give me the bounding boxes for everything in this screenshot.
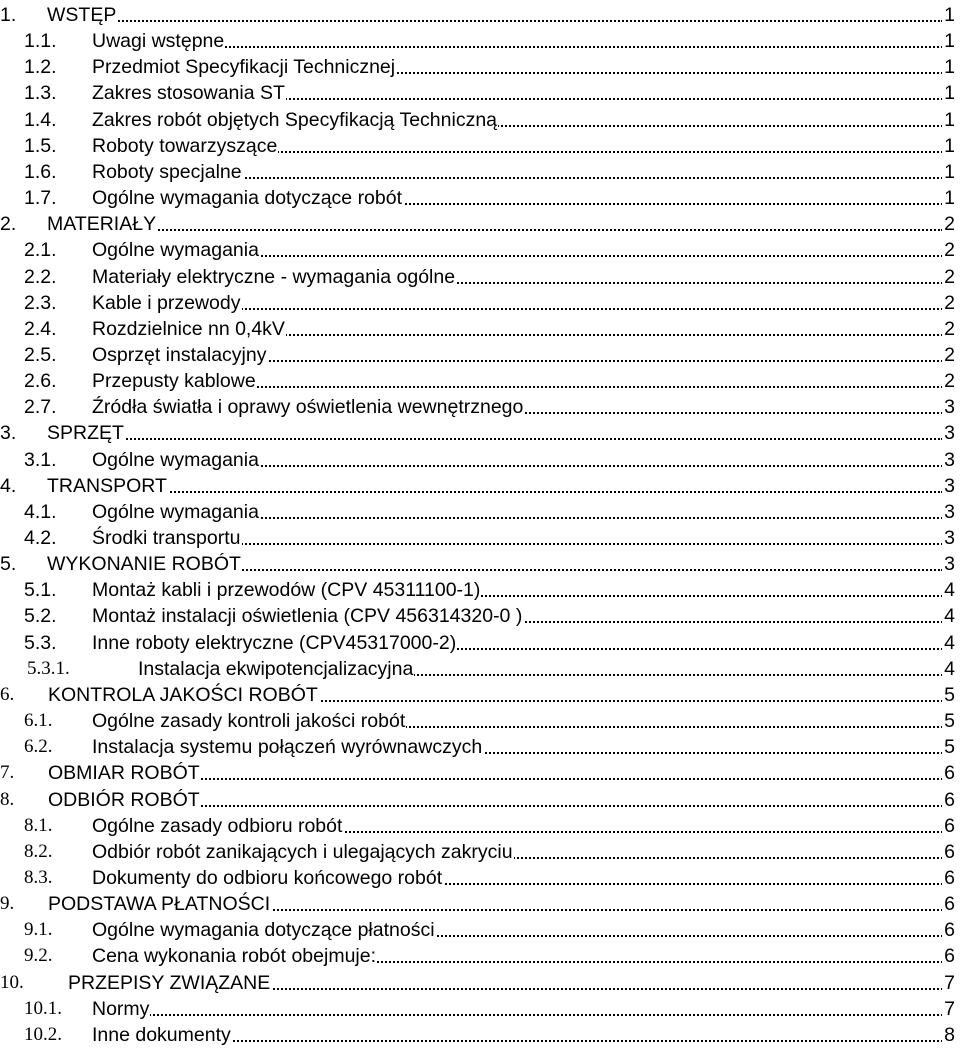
toc-title xyxy=(92,370,257,392)
toc-page-number: 2 xyxy=(944,265,955,288)
toc-title-text: Ogólne zasady kontroli jakości robót xyxy=(92,710,406,733)
toc-title-text: Przedmiot Specyfikacji Technicznej xyxy=(92,56,396,79)
toc-page-number: 7 xyxy=(944,997,955,1020)
toc-number: 2.7. xyxy=(24,396,57,419)
toc-number: 1. xyxy=(0,4,17,26)
toc-title-text: Ogólne wymagania xyxy=(92,448,259,471)
toc-page-number: 6 xyxy=(944,945,955,968)
toc-entry[interactable] xyxy=(0,497,955,523)
toc-entry[interactable] xyxy=(0,941,955,967)
toc-entry[interactable] xyxy=(0,837,955,863)
toc-page-number: 6 xyxy=(944,893,955,916)
toc-entry[interactable] xyxy=(0,183,955,209)
toc-page-number: 2 xyxy=(944,213,955,236)
toc-page-number: 2 xyxy=(944,317,955,340)
toc-entry[interactable] xyxy=(0,863,955,889)
toc-number: 2.2. xyxy=(24,265,57,288)
toc-title-text: KONTROLA JAKOŚCI ROBÓT xyxy=(48,683,318,706)
toc-entry[interactable] xyxy=(0,915,955,941)
toc-title-text: Inne dokumenty xyxy=(92,1023,231,1046)
toc-title-text: Ogólne wymagania xyxy=(92,500,259,523)
toc-entry[interactable] xyxy=(0,732,955,758)
toc-title-text: Instalacja systemu połączeń wyrównawczych xyxy=(92,736,483,759)
toc-title-text: ODBIÓR ROBÓT xyxy=(48,788,200,811)
toc-title-text: Zakres robót objętych Specyfikacją Techniczną xyxy=(92,108,498,131)
toc-title-text: Inne roboty elektryczne (CPV45317000-2) xyxy=(92,631,457,654)
toc-page-number: 2 xyxy=(944,370,955,393)
toc-number: 9.1. xyxy=(24,919,53,941)
toc-title xyxy=(92,945,377,967)
toc-number: 7. xyxy=(0,762,15,784)
toc-title xyxy=(48,684,319,706)
toc-number: 3. xyxy=(0,422,17,445)
toc-page-number: 3 xyxy=(944,553,955,576)
toc-title xyxy=(92,998,150,1020)
toc-number: 1.5. xyxy=(24,134,57,157)
toc-title-text: PRZEPISY ZWIĄZANE xyxy=(68,971,271,994)
toc-page-number: 6 xyxy=(944,840,955,863)
toc-number: 8.3. xyxy=(24,866,53,888)
toc-title-text: WYKONANIE ROBÓT xyxy=(47,553,241,576)
toc-page-number: 5 xyxy=(944,736,955,759)
toc-entry[interactable] xyxy=(0,575,955,601)
toc-entry[interactable] xyxy=(0,340,955,366)
toc-page-number: 4 xyxy=(944,579,955,602)
toc-title xyxy=(92,56,396,78)
toc-title-text: Roboty specjalne xyxy=(92,160,242,183)
toc-title-text: Odbiór robót zanikających i ulegających zakryciu xyxy=(92,840,513,863)
toc-title xyxy=(48,789,201,811)
toc-entry[interactable] xyxy=(0,0,955,26)
toc-title xyxy=(92,1024,232,1046)
toc-number: 8.2. xyxy=(24,840,53,862)
toc-page-number: 3 xyxy=(944,422,955,445)
toc-entry[interactable] xyxy=(0,392,955,418)
toc-page-number: 6 xyxy=(944,919,955,942)
toc-page-number: 2 xyxy=(944,291,955,314)
toc-title xyxy=(92,318,286,340)
toc-title xyxy=(48,762,201,784)
toc-page-number: 4 xyxy=(944,605,955,628)
toc-title-text: Uwagi wstępne xyxy=(92,30,225,53)
toc-title xyxy=(92,919,436,941)
toc-entry[interactable] xyxy=(0,131,955,157)
toc-title-text: Montaż kabli i przewodów (CPV 45311100-1) xyxy=(92,579,481,602)
toc-entry[interactable] xyxy=(0,26,955,52)
toc-title xyxy=(47,475,168,497)
toc-title-text: Normy xyxy=(92,997,150,1020)
toc-entry[interactable] xyxy=(0,105,955,131)
toc-number: 2.3. xyxy=(24,291,57,314)
toc-entry[interactable] xyxy=(0,654,955,680)
toc-page-number: 6 xyxy=(944,762,955,785)
toc-entry[interactable] xyxy=(0,523,955,549)
toc-number: 5. xyxy=(0,553,17,576)
toc-number: 1.3. xyxy=(24,82,57,105)
toc-title xyxy=(92,161,243,183)
toc-title-text: Materiały elektryczne - wymagania ogólne xyxy=(92,265,456,288)
toc-number: 2.1. xyxy=(24,239,57,262)
toc-title-text: OBMIAR ROBÓT xyxy=(48,762,200,785)
toc-title xyxy=(68,972,271,994)
toc-page-number: 5 xyxy=(944,710,955,733)
toc-page-number: 7 xyxy=(944,971,955,994)
toc-title xyxy=(92,632,457,654)
toc-number: 10.2. xyxy=(24,1023,62,1045)
toc-title xyxy=(92,239,260,261)
toc-number: 10.1. xyxy=(24,997,62,1019)
dot-leader xyxy=(47,438,943,440)
toc-entry[interactable] xyxy=(0,994,955,1020)
toc-page-number: 1 xyxy=(944,56,955,79)
toc-title-text: Ogólne wymagania xyxy=(92,239,259,262)
toc-entry[interactable] xyxy=(0,785,955,811)
toc-entry[interactable] xyxy=(0,968,955,994)
toc-page-number: 3 xyxy=(944,527,955,549)
toc-title-text: Roboty towarzyszące xyxy=(92,134,278,157)
toc-title-text: Przepusty kablowe xyxy=(92,370,256,393)
toc-title xyxy=(92,449,260,471)
toc-entry[interactable] xyxy=(0,1020,955,1046)
toc-title-text: Zakres stosowania ST xyxy=(92,82,285,105)
toc-entry[interactable] xyxy=(0,445,955,471)
toc-page-number: 1 xyxy=(944,160,955,183)
toc-number: 4.1. xyxy=(24,500,57,523)
toc-page-number: 1 xyxy=(944,82,955,105)
toc-title-text: SPRZĘT xyxy=(47,422,124,445)
toc-title xyxy=(47,422,125,444)
toc-number: 9.2. xyxy=(24,945,53,967)
toc-page-number: 2 xyxy=(944,343,955,366)
toc-page-number: 3 xyxy=(944,396,955,419)
toc-number: 1.6. xyxy=(24,160,57,183)
toc-number: 2.5. xyxy=(24,343,57,366)
toc-page-number: 3 xyxy=(944,474,955,497)
toc-entry[interactable] xyxy=(0,262,955,288)
toc-number: 6.1. xyxy=(24,710,53,732)
toc-entry[interactable] xyxy=(0,628,955,654)
toc-page-number: 5 xyxy=(944,683,955,706)
toc-number: 5.3. xyxy=(24,631,57,654)
toc-number: 10. xyxy=(0,971,24,993)
toc-entry[interactable] xyxy=(0,52,955,78)
toc-title xyxy=(92,527,242,549)
toc-entry[interactable] xyxy=(0,706,955,732)
toc-title xyxy=(92,815,343,837)
toc-title xyxy=(92,396,524,418)
toc-title-text: WSTĘP xyxy=(47,4,117,26)
toc-entry[interactable] xyxy=(0,235,955,261)
toc-page-number: 6 xyxy=(944,788,955,811)
toc-title xyxy=(92,266,456,288)
toc-title-text: MATERIAŁY xyxy=(47,213,157,236)
toc-title-text: TRANSPORT xyxy=(47,474,167,497)
toc-number: 5.2. xyxy=(24,605,57,628)
toc-entry[interactable] xyxy=(0,811,955,837)
toc-number: 2.6. xyxy=(24,370,57,393)
toc-page-number: 1 xyxy=(944,134,955,157)
toc-title xyxy=(92,841,514,863)
toc-title-text: Cena wykonania robót obejmuje: xyxy=(92,945,377,968)
toc-title xyxy=(138,658,414,680)
toc-page-number: 1 xyxy=(944,187,955,210)
toc-page-number: 3 xyxy=(944,448,955,471)
toc-entry[interactable] xyxy=(0,758,955,784)
dot-leader xyxy=(92,1014,943,1016)
toc-title xyxy=(47,213,157,235)
toc-page-number: 4 xyxy=(944,657,955,680)
toc-page-number: 1 xyxy=(944,108,955,131)
toc-page-number: 2 xyxy=(944,239,955,262)
toc-title-text: Kable i przewody xyxy=(92,291,241,314)
dot-leader xyxy=(47,229,943,231)
toc-number: 5.1. xyxy=(24,579,57,602)
toc-title xyxy=(92,867,443,889)
toc-title-text: Osprzęt instalacyjny xyxy=(92,343,267,366)
toc-entry[interactable] xyxy=(0,549,955,575)
toc-entry[interactable] xyxy=(0,366,955,392)
toc-number: 8. xyxy=(0,788,15,810)
toc-entry[interactable] xyxy=(0,418,955,444)
toc-number: 1.7. xyxy=(24,187,57,210)
toc-title xyxy=(92,736,483,758)
toc-entry[interactable] xyxy=(0,78,955,104)
toc-title-text: Ogólne wymagania dotyczące robót xyxy=(92,187,403,210)
toc-title-text: Źródła światła i oprawy oświetlenia wewnętrznego xyxy=(92,396,524,419)
toc-page-number: 4 xyxy=(944,631,955,654)
toc-page-number: 6 xyxy=(944,814,955,837)
toc-page-number: 1 xyxy=(944,30,955,53)
toc-title-text: Rozdzielnice nn 0,4kV xyxy=(92,317,285,340)
toc-title xyxy=(92,30,225,52)
toc-number: 2. xyxy=(0,213,17,236)
toc-entry[interactable] xyxy=(0,314,955,340)
toc-title xyxy=(92,82,286,104)
toc-entry[interactable] xyxy=(0,680,955,706)
toc-title xyxy=(47,4,117,26)
toc-title xyxy=(47,553,242,575)
toc-title-text: Montaż instalacji oświetlenia (CPV 456314320-0 ) xyxy=(92,605,523,628)
toc-entry[interactable] xyxy=(0,288,955,314)
toc-title xyxy=(92,710,406,732)
toc-entry[interactable] xyxy=(0,889,955,915)
toc-title-text: Ogólne zasady odbioru robót xyxy=(92,814,343,837)
toc-title xyxy=(92,135,278,157)
toc-entry[interactable] xyxy=(0,157,955,183)
toc-title xyxy=(92,292,242,314)
toc-page-number: 6 xyxy=(944,866,955,889)
toc-title xyxy=(92,579,481,601)
dot-leader xyxy=(47,20,943,22)
toc-page-number: 1 xyxy=(944,4,955,26)
toc-page-number: 8 xyxy=(944,1023,955,1046)
toc-number: 3.1. xyxy=(24,448,57,471)
toc-number: 2.4. xyxy=(24,317,57,340)
toc-number: 6.2. xyxy=(24,736,53,758)
toc-entry[interactable] xyxy=(0,471,955,497)
toc-title xyxy=(92,344,267,366)
toc-title xyxy=(92,501,260,523)
toc-title xyxy=(92,187,403,209)
toc-page-number: 3 xyxy=(944,500,955,523)
toc-title xyxy=(92,109,498,131)
toc-title-text: Dokumenty do odbioru końcowego robót xyxy=(92,866,443,889)
toc-number: 1.4. xyxy=(24,108,57,131)
toc-number: 1.1. xyxy=(24,30,57,53)
toc-title-text: PODSTAWA PŁATNOŚCI xyxy=(48,893,271,916)
toc-title xyxy=(92,605,523,627)
toc-title xyxy=(48,893,271,915)
toc-number: 9. xyxy=(0,893,15,915)
toc-number: 5.3.1. xyxy=(27,657,70,679)
dot-leader xyxy=(47,491,943,493)
toc-number: 4.2. xyxy=(24,527,57,549)
toc-title-text: Środki transportu xyxy=(92,527,241,549)
toc-title-text: Ogólne wymagania dotyczące płatności xyxy=(92,919,435,942)
toc-number: 8.1. xyxy=(24,814,53,836)
toc-entry[interactable] xyxy=(0,209,955,235)
toc-number: 4. xyxy=(0,474,17,497)
toc-title-text: Instalacja ekwipotencjalizacyjna xyxy=(138,657,414,680)
toc-entry[interactable] xyxy=(0,601,955,627)
toc-number: 6. xyxy=(0,683,15,705)
toc-number: 1.2. xyxy=(24,56,57,79)
